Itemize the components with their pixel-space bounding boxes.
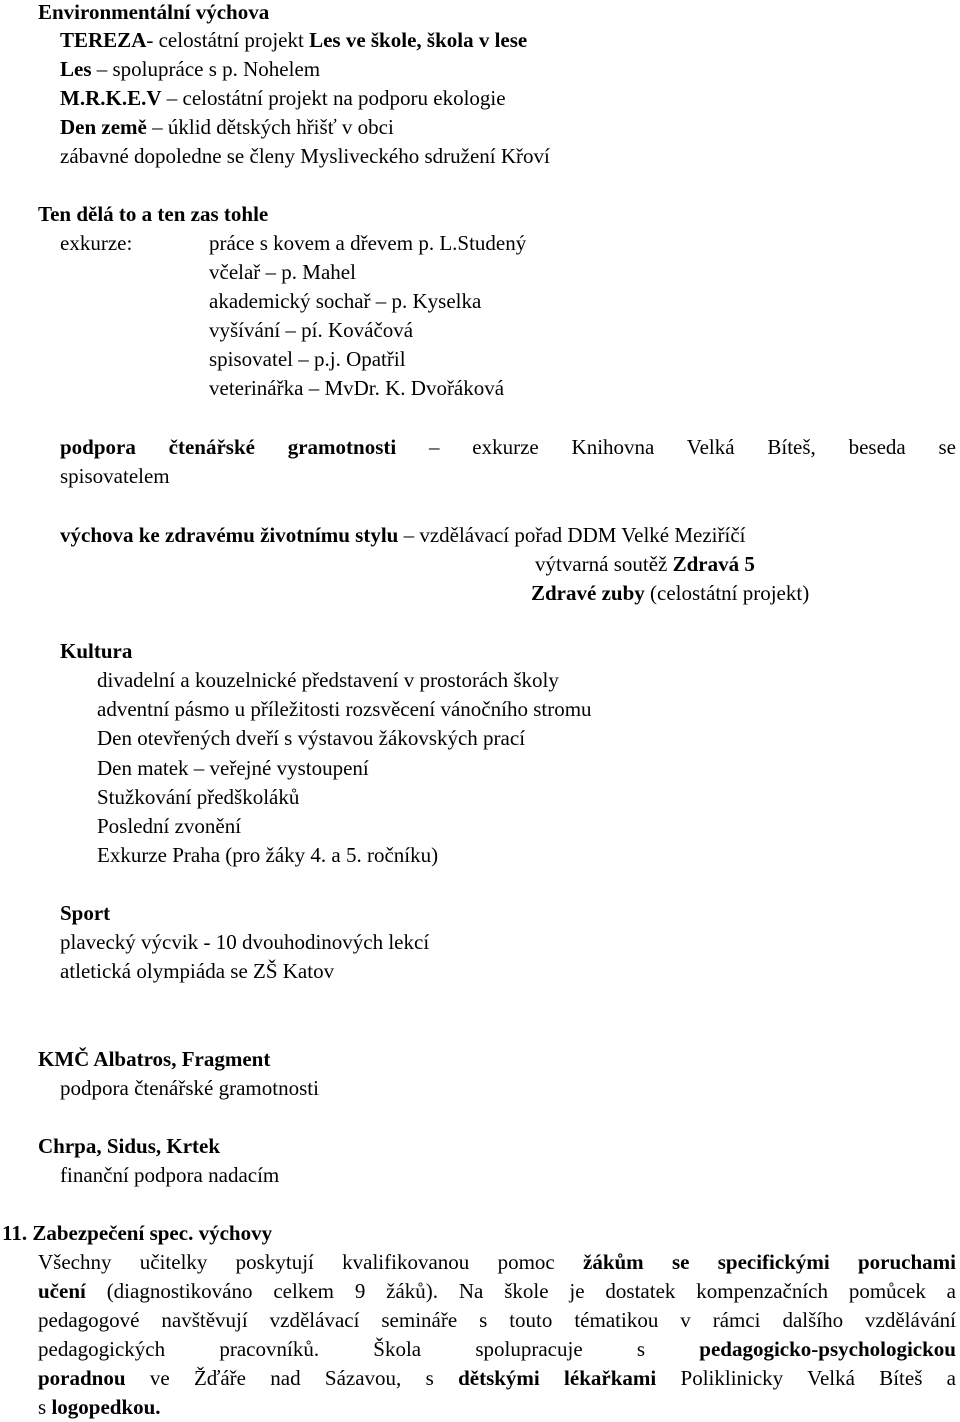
kultura-item: Poslední zvonění [97, 814, 242, 838]
env-line-mrkev: M.R.K.E.V – celostátní projekt na podporu ekologie [60, 86, 506, 110]
tendela-item: vyšívání – pí. Kováčová [209, 318, 414, 342]
env-line-les: Les – spolupráce s p. Nohelem [60, 57, 321, 81]
tendela-item: včelař – p. Mahel [209, 260, 356, 284]
tendela-label: exkurze: [60, 231, 133, 255]
sport-heading: Sport [60, 901, 111, 925]
kultura-item: Den matek – veřejné vystoupení [97, 756, 369, 780]
chrpa-heading: Chrpa, Sidus, Krtek [38, 1134, 221, 1158]
tendela-item: veterinářka – MvDr. K. Dvořáková [209, 376, 505, 400]
kultura-item: Exkurze Praha (pro žáky 4. a 5. ročníku) [97, 843, 439, 867]
section11-paragraph-line: pedagogové navštěvují vzdělávací semináře s touto tématikou v rámci dalšího vzdělávání [38, 1308, 956, 1332]
tendela-item: akademický sochař – p. Kyselka [209, 289, 482, 313]
tendela-item: spisovatel – p.j. Opatřil [209, 347, 406, 371]
section11-paragraph-line: učení (diagnostikováno celkem 9 žáků). Na škole je dostatek kompenzačních pomůcek a [38, 1279, 956, 1303]
env-line-tereza: TEREZA- celostátní projekt Les ve škole, škola v lese [60, 28, 528, 52]
vychova-line-1: výchova ke zdravému životnímu stylu – vzdělávací pořad DDM Velké Meziříčí [60, 523, 746, 547]
kultura-item: Den otevřených dveří s výstavou žákovských prací [97, 726, 526, 750]
kultura-item: Stužkování předškoláků [97, 785, 300, 809]
vychova-line-2: výtvarná soutěž Zdravá 5 [535, 552, 755, 576]
env-line-zabavne: zábavné dopoledne se členy Mysliveckého sdružení Křoví [60, 144, 550, 168]
chrpa-text: finanční podpora nadacím [60, 1163, 280, 1187]
sport-item: plavecký výcvik - 10 dvouhodinových lekcí [60, 930, 430, 954]
kmc-text: podpora čtenářské gramotnosti [60, 1076, 319, 1100]
section11-paragraph-line: poradnou ve Žďáře nad Sázavou, s dětskými lékařkami Poliklinicky Velká Bíteš a [38, 1366, 956, 1390]
env-heading: Environmentální výchova [38, 0, 270, 24]
sport-item: atletická olympiáda se ZŠ Katov [60, 959, 335, 983]
section11-paragraph-line: Všechny učitelky poskytují kvalifikovanou pomoc žákům se specifickými poruchami [38, 1250, 956, 1274]
kultura-item: divadelní a kouzelnické představení v prostorách školy [97, 668, 559, 692]
env-line-den-zeme: Den země – úklid dětských hřišť v obci [60, 115, 394, 139]
section11-paragraph-line: s logopedkou. [38, 1395, 161, 1419]
section11-paragraph-line: pedagogických pracovníků. Škola spolupracuje s pedagogicko-psychologickou [38, 1337, 956, 1361]
vychova-line-3: Zdravé zuby (celostátní projekt) [531, 581, 810, 605]
tendela-heading: Ten dělá to a ten zas tohle [38, 202, 269, 226]
kmc-heading: KMČ Albatros, Fragment [38, 1047, 271, 1071]
kultura-item: adventní pásmo u příležitosti rozsvěcení vánočního stromu [97, 697, 592, 721]
section11-heading: 11. Zabezpečení spec. výchovy [2, 1221, 273, 1245]
podpora-line-2: spisovatelem [60, 464, 170, 488]
kultura-heading: Kultura [60, 639, 133, 663]
tendela-item: práce s kovem a dřevem p. L.Studený [209, 231, 527, 255]
podpora-line-1: podpora čtenářské gramotnosti – exkurze Knihovna Velká Bíteš, beseda se [60, 435, 956, 459]
